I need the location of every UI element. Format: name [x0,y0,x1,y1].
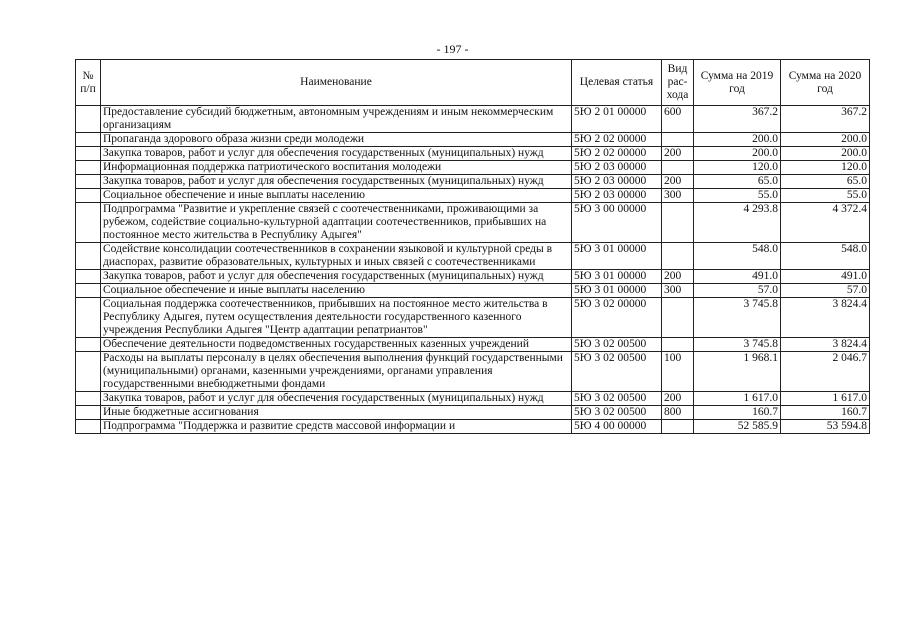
row-kind [662,298,694,338]
row-code: 5Ю 2 02 00000 [572,133,662,147]
row-name: Закупка товаров, работ и услуг для обеспечения государственных (муниципальных) нужд [101,270,572,284]
row-name: Расходы на выплаты персоналу в целях обеспечения выполнения функций государственными (муниципальными) органами, казенными учреждениями, органами управления государственными внебюджетными фондами [101,352,572,392]
header-code: Целевая статья [572,60,662,106]
row-kind: 200 [662,392,694,406]
row-kind [662,420,694,434]
row-name: Подпрограмма "Поддержка и развитие средств массовой информации и [101,420,572,434]
header-sum-2019: Сумма на 2019 год [694,60,781,106]
row-code: 5Ю 3 01 00000 [572,284,662,298]
row-kind [662,133,694,147]
row-num [76,406,101,420]
row-sum-2019: 1 617.0 [694,392,781,406]
table-header-row [76,60,870,106]
table-row [76,338,870,352]
row-code: 5Ю 3 01 00000 [572,270,662,284]
row-name: Обеспечение деятельности подведомственных государственных казенных учреждений [101,338,572,352]
row-kind: 800 [662,406,694,420]
header-sum-2020: Сумма на 2020 год [781,60,870,106]
table-row [76,203,870,243]
row-sum-2019: 367.2 [694,106,781,133]
row-num [76,203,101,243]
row-name: Содействие консолидации соотечественников в сохранении языковой и культурной среды в диаспорах, развитие образовательных, культурных и иных связей с соотечественниками [101,243,572,270]
table-row [76,175,870,189]
table-row [76,147,870,161]
row-kind: 300 [662,189,694,203]
row-sum-2020: 160.7 [781,406,870,420]
row-kind [662,243,694,270]
table-row [76,161,870,175]
row-code: 5Ю 2 01 00000 [572,106,662,133]
row-sum-2020: 367.2 [781,106,870,133]
row-num [76,392,101,406]
row-name: Пропаганда здорового образа жизни среди молодежи [101,133,572,147]
row-name: Закупка товаров, работ и услуг для обеспечения государственных (муниципальных) нужд [101,392,572,406]
row-sum-2019: 200.0 [694,147,781,161]
row-sum-2020: 1 617.0 [781,392,870,406]
row-sum-2020: 55.0 [781,189,870,203]
row-num [76,175,101,189]
row-name: Иные бюджетные ассигнования [101,406,572,420]
row-sum-2019: 120.0 [694,161,781,175]
row-code: 5Ю 3 02 00500 [572,406,662,420]
row-sum-2020: 4 372.4 [781,203,870,243]
row-num [76,161,101,175]
row-sum-2019: 3 745.8 [694,298,781,338]
table-row [76,243,870,270]
row-sum-2020: 3 824.4 [781,298,870,338]
row-code: 5Ю 2 03 00000 [572,189,662,203]
row-sum-2019: 491.0 [694,270,781,284]
row-num [76,284,101,298]
row-name: Предоставление субсидий бюджетным, автономным учреждениям и иным некоммерческим организациям [101,106,572,133]
row-code: 5Ю 3 02 00500 [572,392,662,406]
row-sum-2020: 65.0 [781,175,870,189]
row-num [76,338,101,352]
row-sum-2020: 200.0 [781,133,870,147]
row-name: Социальная поддержка соотечественников, прибывших на постоянное место жительства в Республику Адыгея, путем осуществления деятельности государственного казенного учреждения Республики Адыгея "Центр адаптации репатриантов" [101,298,572,338]
row-num [76,352,101,392]
table-row [76,284,870,298]
row-code: 5Ю 3 01 00000 [572,243,662,270]
row-sum-2019: 55.0 [694,189,781,203]
budget-table [75,59,870,434]
row-sum-2019: 3 745.8 [694,338,781,352]
row-num [76,270,101,284]
row-name: Социальное обеспечение и иные выплаты населению [101,284,572,298]
header-kind: Вид рас-хода [662,60,694,106]
row-sum-2020: 120.0 [781,161,870,175]
row-kind [662,161,694,175]
row-name: Социальное обеспечение и иные выплаты населению [101,189,572,203]
table-row [76,106,870,133]
table-row [76,133,870,147]
row-name: Закупка товаров, работ и услуг для обеспечения государственных (муниципальных) нужд [101,175,572,189]
row-kind: 200 [662,175,694,189]
row-kind [662,203,694,243]
row-sum-2019: 160.7 [694,406,781,420]
row-kind: 300 [662,284,694,298]
page-number: - 197 - [436,42,469,56]
row-num [76,298,101,338]
table-row [76,392,870,406]
row-num [76,420,101,434]
row-name: Информационная поддержка патриотического воспитания молодежи [101,161,572,175]
row-code: 5Ю 4 00 00000 [572,420,662,434]
row-sum-2020: 200.0 [781,147,870,161]
row-name: Подпрограмма "Развитие и укрепление связей с соотечественниками, проживающими за рубежом, содействие социально-культурной адаптации соотечественников, прибывших на постоянное место жительства в Республику Адыгея" [101,203,572,243]
table-row [76,189,870,203]
row-kind: 200 [662,270,694,284]
row-code: 5Ю 2 03 00000 [572,161,662,175]
row-kind [662,338,694,352]
row-code: 5Ю 3 00 00000 [572,203,662,243]
row-kind: 100 [662,352,694,392]
row-sum-2019: 57.0 [694,284,781,298]
row-num [76,147,101,161]
row-sum-2020: 2 046.7 [781,352,870,392]
row-kind: 600 [662,106,694,133]
table-row [76,270,870,284]
row-num [76,243,101,270]
row-sum-2020: 491.0 [781,270,870,284]
row-sum-2020: 53 594.8 [781,420,870,434]
row-sum-2019: 548.0 [694,243,781,270]
row-sum-2019: 65.0 [694,175,781,189]
row-sum-2020: 548.0 [781,243,870,270]
row-sum-2020: 57.0 [781,284,870,298]
row-num [76,106,101,133]
table-row [76,420,870,434]
row-sum-2019: 200.0 [694,133,781,147]
row-sum-2020: 3 824.4 [781,338,870,352]
row-sum-2019: 4 293.8 [694,203,781,243]
row-sum-2019: 52 585.9 [694,420,781,434]
row-num [76,189,101,203]
row-code: 5Ю 3 02 00000 [572,298,662,338]
row-code: 5Ю 3 02 00500 [572,352,662,392]
row-num [76,133,101,147]
table-row [76,298,870,338]
table-row [76,406,870,420]
row-kind: 200 [662,147,694,161]
row-sum-2019: 1 968.1 [694,352,781,392]
table-row [76,352,870,392]
header-num: № п/п [76,60,101,106]
header-name: Наименование [101,60,572,106]
row-code: 5Ю 2 03 00000 [572,175,662,189]
row-code: 5Ю 3 02 00500 [572,338,662,352]
row-name: Закупка товаров, работ и услуг для обеспечения государственных (муниципальных) нужд [101,147,572,161]
row-code: 5Ю 2 02 00000 [572,147,662,161]
